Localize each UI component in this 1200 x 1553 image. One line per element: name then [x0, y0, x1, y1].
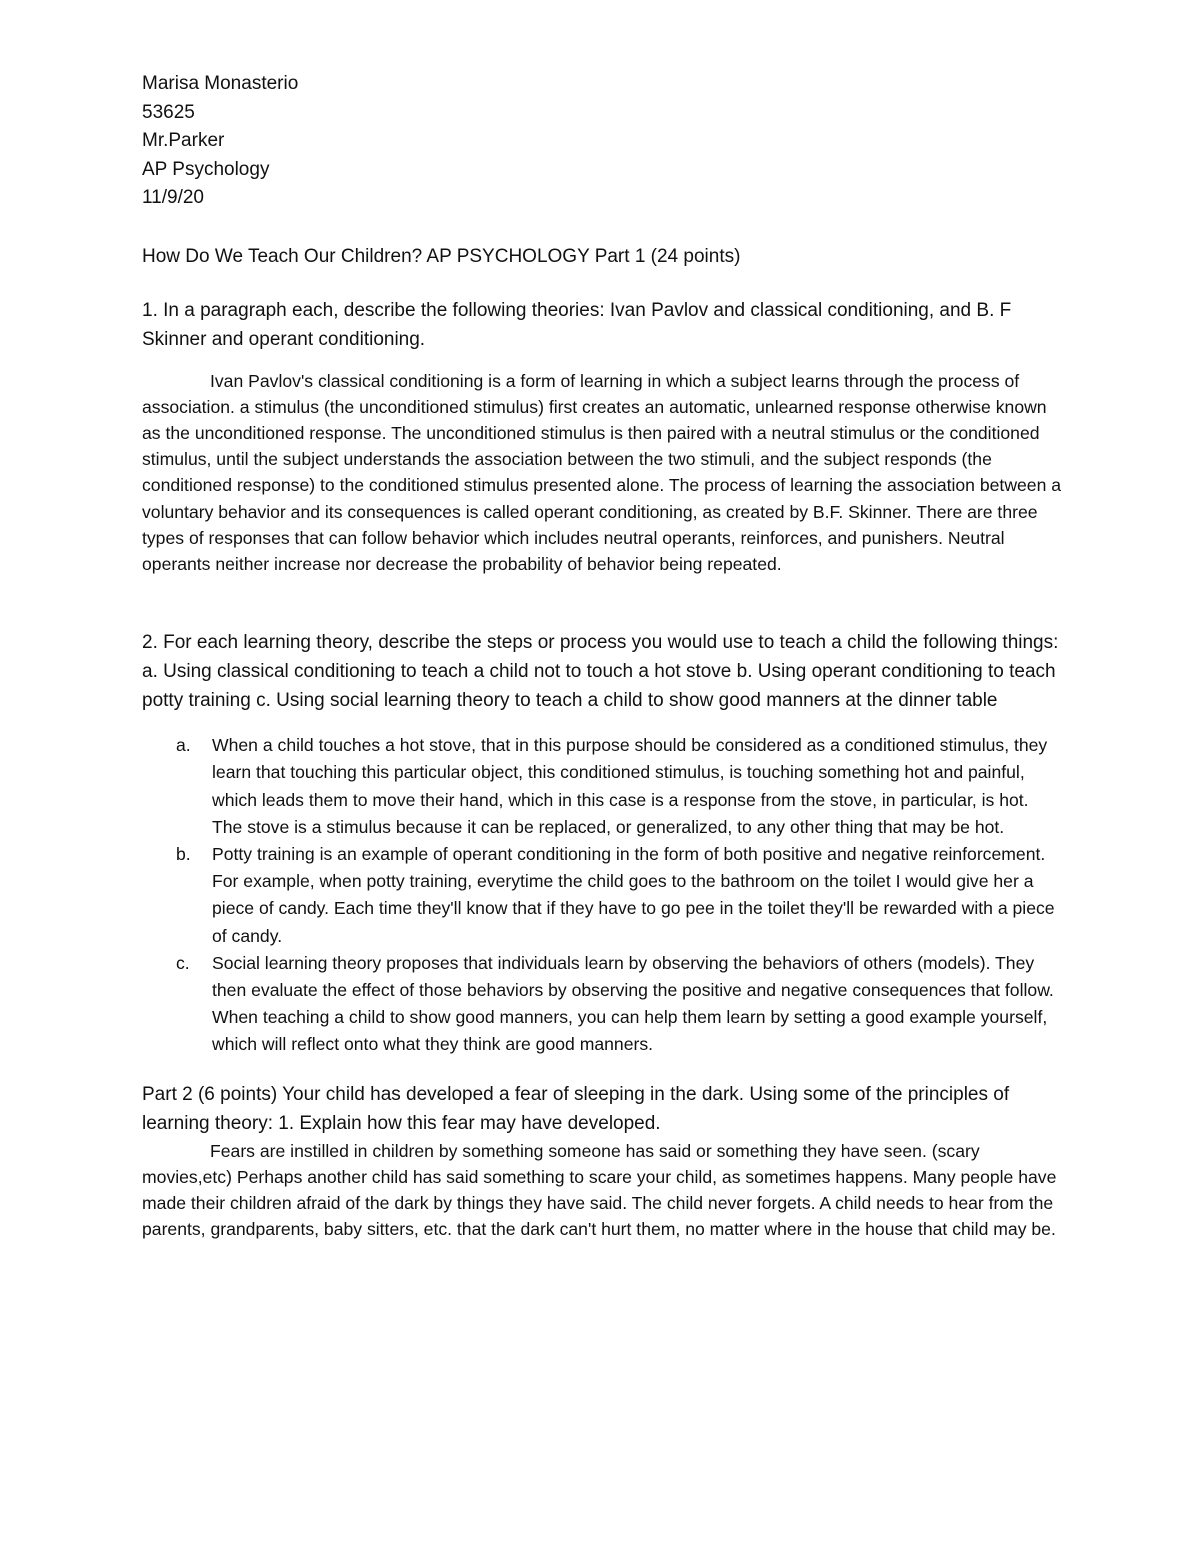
question-1-prompt: 1. In a paragraph each, describe the following theories: Ivan Pavlov and classical conditioning, and B. F Skinner and operant conditioning.: [142, 299, 1012, 350]
answer-text: Potty training is an example of operant conditioning in the form of both positive and negative reinforcement. For example, when potty training, everytime the child goes to the bathroom on the toilet I would give her a piece of candy. Each time they'll know that if they have to go pee in the toilet they'll be rewarded with a piece of candy.: [212, 843, 1055, 946]
answer-text: Social learning theory proposes that individuals learn by observing the behaviors of others (models). They then evaluate the effect of those behaviors by observing the positive and negative consequences that follow. When teaching a child to show good manners, you can help them learn by setting a good example yourself, which will reflect onto what they think are good manners.: [212, 952, 1054, 1055]
question-1-answer: Ivan Pavlov's classical conditioning is a form of learning in which a subject learns through the process of association. a stimulus (the unconditioned stimulus) first creates an automatic, unlearned response otherwise known as the unconditioned response. The unconditioned stimulus is then paired with a neutral stimulus or the conditioned stimulus, until the subject understands the association between the two stimuli, and the subject responds (the conditioned response) to the conditioned stimulus presented alone. The process of learning the association between a voluntary behavior and its consequences is called operant conditioning, as created by B.F. Skinner. There are three types of responses that can follow behavior which includes neutral operants, reinforces, and punishers. Neutral operants neither increase nor decrease the probability of behavior being repeated.: [142, 370, 1062, 574]
list-marker: a.: [176, 735, 191, 756]
student-id: 53625: [142, 101, 195, 123]
part-2-prompt: Part 2 (6 points) Your child has developed a fear of sleeping in the dark. Using some of the principles of learning theory: 1. Explain how this fear may have developed.: [142, 1083, 1010, 1134]
answer-item-c: [142, 950, 1062, 1059]
answer-item-b: [142, 841, 1062, 950]
question-2-prompt: 2. For each learning theory, describe the steps or process you would use to teach a child the following things: a. Using classical conditioning to teach a child not to touch a hot stove b. Using operant conditioning to teach potty training c. Using social learning theory to teach a child to show good manners at the dinner table: [142, 632, 1059, 712]
assignment-date: 11/9/20: [142, 187, 204, 208]
part-2-answer: Fears are instilled in children by something someone has said or something they have seen. (scary movies,etc) Perhaps another child has said something to scare your child, as sometimes happens. Many people have made their children afraid of the dark by things they have said. The child never forgets. A child needs to hear from the parents, grandparents, baby sitters, etc. that the dark can't hurt them, no matter where in the house that child may be.: [142, 1140, 1057, 1240]
course-name: AP Psychology: [142, 158, 270, 180]
question-2-answer-list: [142, 732, 1062, 1058]
answer-item-a: [142, 732, 1062, 841]
teacher-name: Mr.Parker: [142, 130, 225, 151]
answer-text: When a child touches a hot stove, that in this purpose should be considered as a conditioned stimulus, they learn that touching this particular object, this conditioned stimulus, is touching something hot and painful, which leads them to move their hand, which in this case is a response from the stove, in particular, is hot. The stove is a stimulus because it can be replaced, or generalized, to any other thing that may be hot.: [212, 735, 1048, 837]
assignment-title: How Do We Teach Our Children? AP PSYCHOLOGY Part 1 (24 points): [142, 245, 741, 267]
list-marker: b.: [176, 843, 191, 864]
document-body: [142, 70, 1062, 1242]
student-name: Marisa Monasterio: [142, 73, 299, 94]
list-marker: c.: [176, 952, 190, 973]
